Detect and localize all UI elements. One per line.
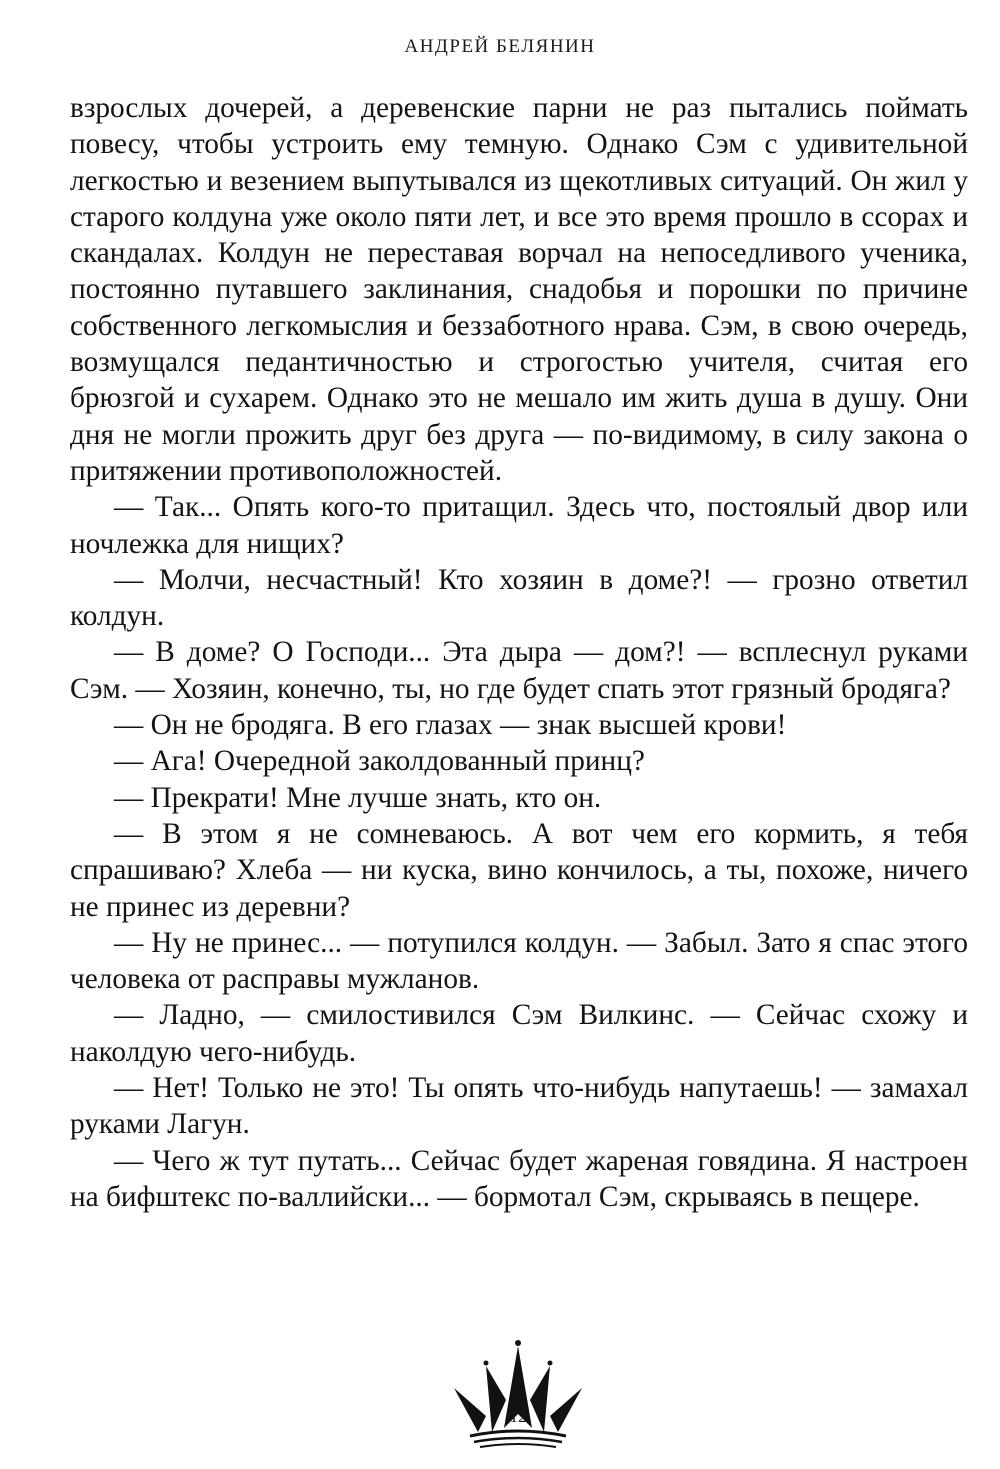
paragraph: — Ладно, — смилостивился Сэм Вилкинс. — Сейчас схожу и наколдую чего-нибудь. bbox=[70, 999, 968, 1068]
body-text bbox=[70, 90, 968, 1215]
paragraph: — Молчи, несчастный! Кто хозяин в доме?! — грозно ответил колдун. bbox=[70, 563, 968, 633]
paragraph: — Чего ж тут путать... Сейчас будет жареная говядина. Я настроен на бифштекс по-валлийски... — бормотал Сэм, скрываясь в пещере. bbox=[70, 1144, 968, 1213]
paragraph: — Так... Опять кого-то притащил. Здесь что, постоялый двор или ночлежка для нищих? bbox=[70, 491, 968, 560]
paragraph: — Прекрати! Мне лучше знать, кто он. bbox=[114, 781, 602, 814]
paragraph: взрослых дочерей, а деревенские парни не раз пытались поймать повесу, чтобы устроить ему темную. Однако Сэм с удивительной легкостью и везением выпутывался из щекотливых ситуаций. Он жил у старого колдуна уже около пяти лет, и все это время прошло в ссорах и скандалах. Колдун не переставая ворчал на непоседливого ученика, постоянно путавшего заклинания, снадобья и порошки по причине собственного легкомыслия и беззаботного нрава. Сэм, в свою очередь, возмущался педантичностью и строгостью учителя, считая его брюзгой и сухарем. Однако это не мешало им жить душа в душу. Они дня не могли прожить друг без друга — по-видимому, в силу закона о притяжении противоположностей. bbox=[70, 92, 968, 487]
running-head: АНДРЕЙ БЕЛЯНИН bbox=[404, 36, 596, 57]
paragraph: — Ага! Очередной заколдованный принц? bbox=[114, 745, 645, 778]
page-number: 12 bbox=[509, 1407, 527, 1426]
crown-icon bbox=[448, 1338, 588, 1450]
paragraph: — В этом я не сомневаюсь. А вот чем его кормить, я тебя спрашиваю? Хлеба — ни куска, вино кончилось, а ты, похоже, ничего не принес из деревни? bbox=[70, 817, 968, 923]
paragraph: — В доме? О Господи... Эта дыра — дом?! — всплеснул руками Сэм. — Хозяин, конечно, ты, но где будет спать этот грязный бродяга? bbox=[70, 636, 968, 705]
paragraph: — Ну не принес... — потупился колдун. — Забыл. Зато я спас этого человека от расправы мужланов. bbox=[70, 926, 968, 996]
paragraph: — Он не бродяга. В его глазах — знак высшей крови! bbox=[114, 709, 787, 742]
paragraph: — Нет! Только не это! Ты опять что-нибудь напутаешь! — замахал руками Лагун. bbox=[70, 1072, 968, 1141]
